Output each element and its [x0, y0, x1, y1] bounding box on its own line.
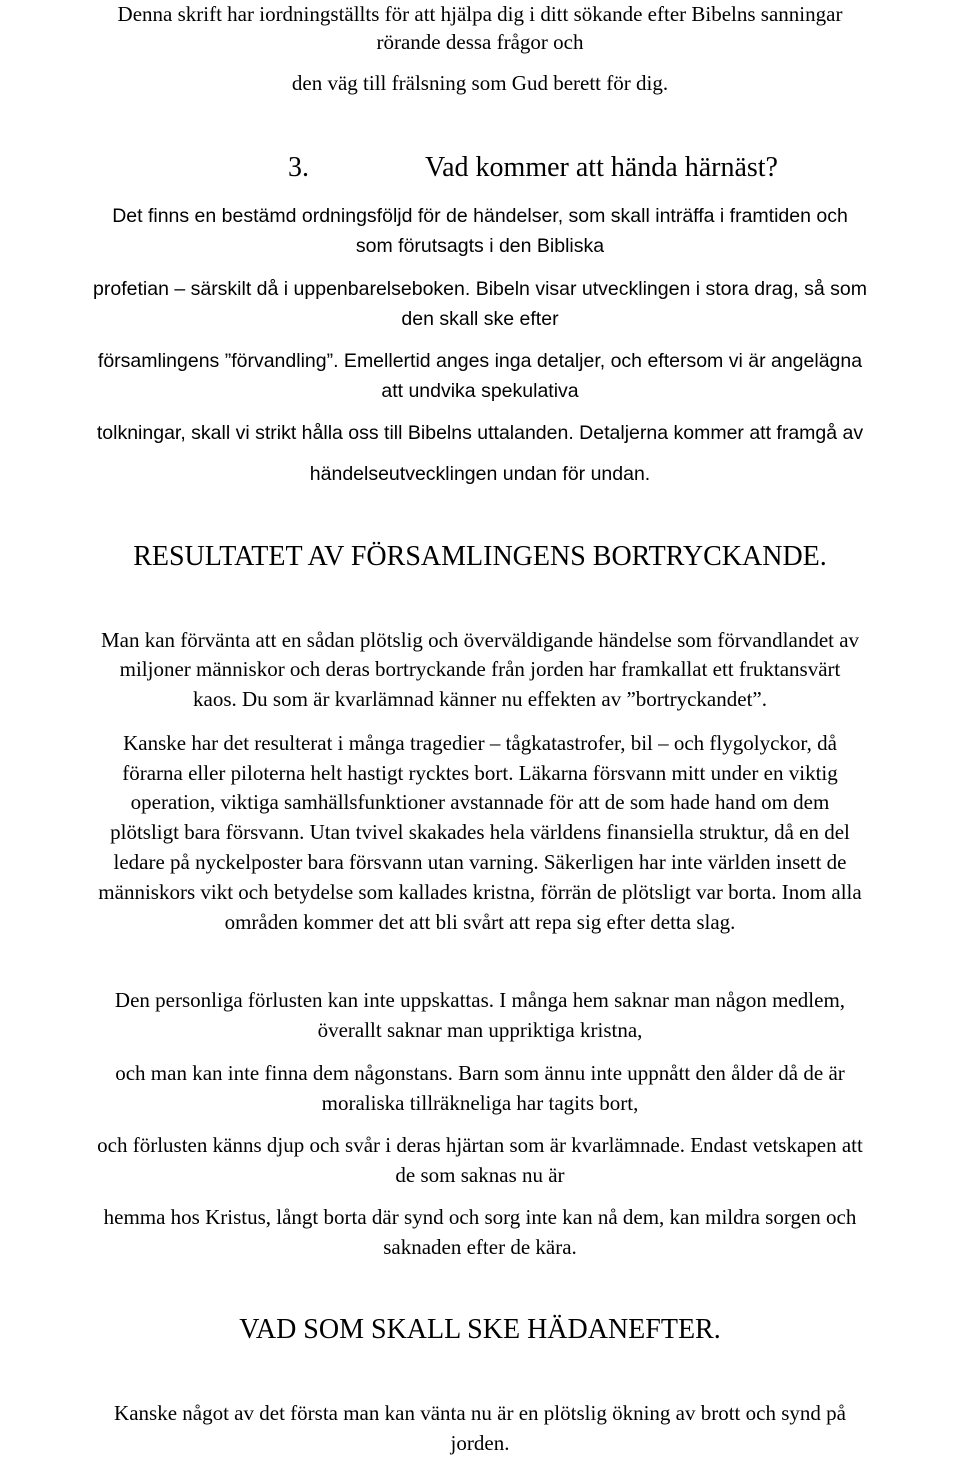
body-line: ledare på nyckelposter bara försvann utan varning. Säkerligen har inte världen insett de — [113, 850, 847, 874]
body-line: kaos. Du som är kvarlämnad känner nu effekten av ”bortryckandet”. — [193, 687, 767, 711]
body-line: och förlusten känns djup och svår i deras hjärtan som är kvarlämnade. Endast vetskapen att — [97, 1133, 863, 1157]
body-line: församlingens ”förvandling”. Emellertid anges inga detaljer, och eftersom vi är angelägna — [97, 350, 863, 372]
body-line: händelseutvecklingen undan för undan. — [309, 463, 651, 485]
intro-line: den väg till frälsning som Gud berett för dig. — [291, 71, 669, 95]
body-line: saknaden efter de kära. — [383, 1235, 577, 1259]
intro-line: Denna skrift har iordningställts för att hjälpa dig i ditt sökande efter Bibelns sanningar — [117, 2, 843, 26]
body-line: överallt saknar man uppriktiga kristna, — [317, 1018, 643, 1042]
body-line: Den personliga förlusten kan inte uppskattas. I många hem saknar man någon medlem, — [114, 988, 846, 1012]
body-line: de som saknas nu är — [395, 1163, 565, 1187]
section-heading: RESULTATET AV FÖRSAMLINGENS BORTRYCKANDE. — [133, 541, 827, 572]
section-title: Vad kommer att hända härnäst? — [425, 152, 778, 183]
body-line: plötsligt bara försvann. Utan tvivel skakades hela världens finansiella struktur, då en del — [110, 820, 850, 844]
body-line: förarna eller piloterna helt hastigt rycktes bort. Läkarna försvann mitt under en viktig — [122, 761, 838, 785]
body-line: Kanske har det resulterat i många tragedier – tågkatastrofer, bil – och flygolyckor, då — [123, 731, 837, 755]
body-line: att undvika spekulativa — [381, 380, 579, 402]
section-number: 3. — [288, 152, 309, 183]
body-line: Det finns en bestämd ordningsföljd för de händelser, som skall inträffa i framtiden och — [112, 205, 848, 227]
intro-line: rörande dessa frågor och — [376, 30, 584, 54]
body-line: tolkningar, skall vi strikt hålla oss till Bibelns uttalanden. Detaljerna kommer att framgå av — [96, 422, 864, 444]
body-line: operation, viktiga samhällsfunktioner avstannade för att de som hade hand om dem — [130, 790, 830, 814]
body-line: jorden. — [450, 1431, 510, 1455]
body-line: miljoner människor och deras bortryckande från jorden har framkallat ett fruktansvärt — [119, 657, 841, 681]
body-line: profetian – särskilt då i uppenbarelseboken. Bibeln visar utvecklingen i stora drag, så som — [93, 278, 867, 300]
body-line: och man kan inte finna dem någonstans. Barn som ännu inte uppnått den ålder då de är — [115, 1061, 845, 1085]
body-line: som förutsagts i den Bibliska — [355, 235, 605, 257]
body-line: Kanske något av det första man kan vänta nu är en plötslig ökning av brott och synd på — [114, 1401, 846, 1425]
body-line: moraliska tillräkneliga har tagits bort, — [321, 1091, 639, 1115]
body-line: människors vikt och betydelse som kallades kristna, förrän de plötsligt var borta. Inom alla — [98, 880, 862, 904]
body-line: områden kommer det att bli svårt att repa sig efter detta slag. — [224, 910, 736, 934]
section-heading: VAD SOM SKALL SKE HÄDANEFTER. — [239, 1314, 721, 1345]
body-line: den skall ske efter — [401, 308, 559, 330]
body-line: Man kan förvänta att en sådan plötslig och överväldigande händelse som förvandlandet av — [100, 628, 860, 652]
body-line: hemma hos Kristus, långt borta där synd och sorg inte kan nå dem, kan mildra sorgen och — [103, 1205, 857, 1229]
